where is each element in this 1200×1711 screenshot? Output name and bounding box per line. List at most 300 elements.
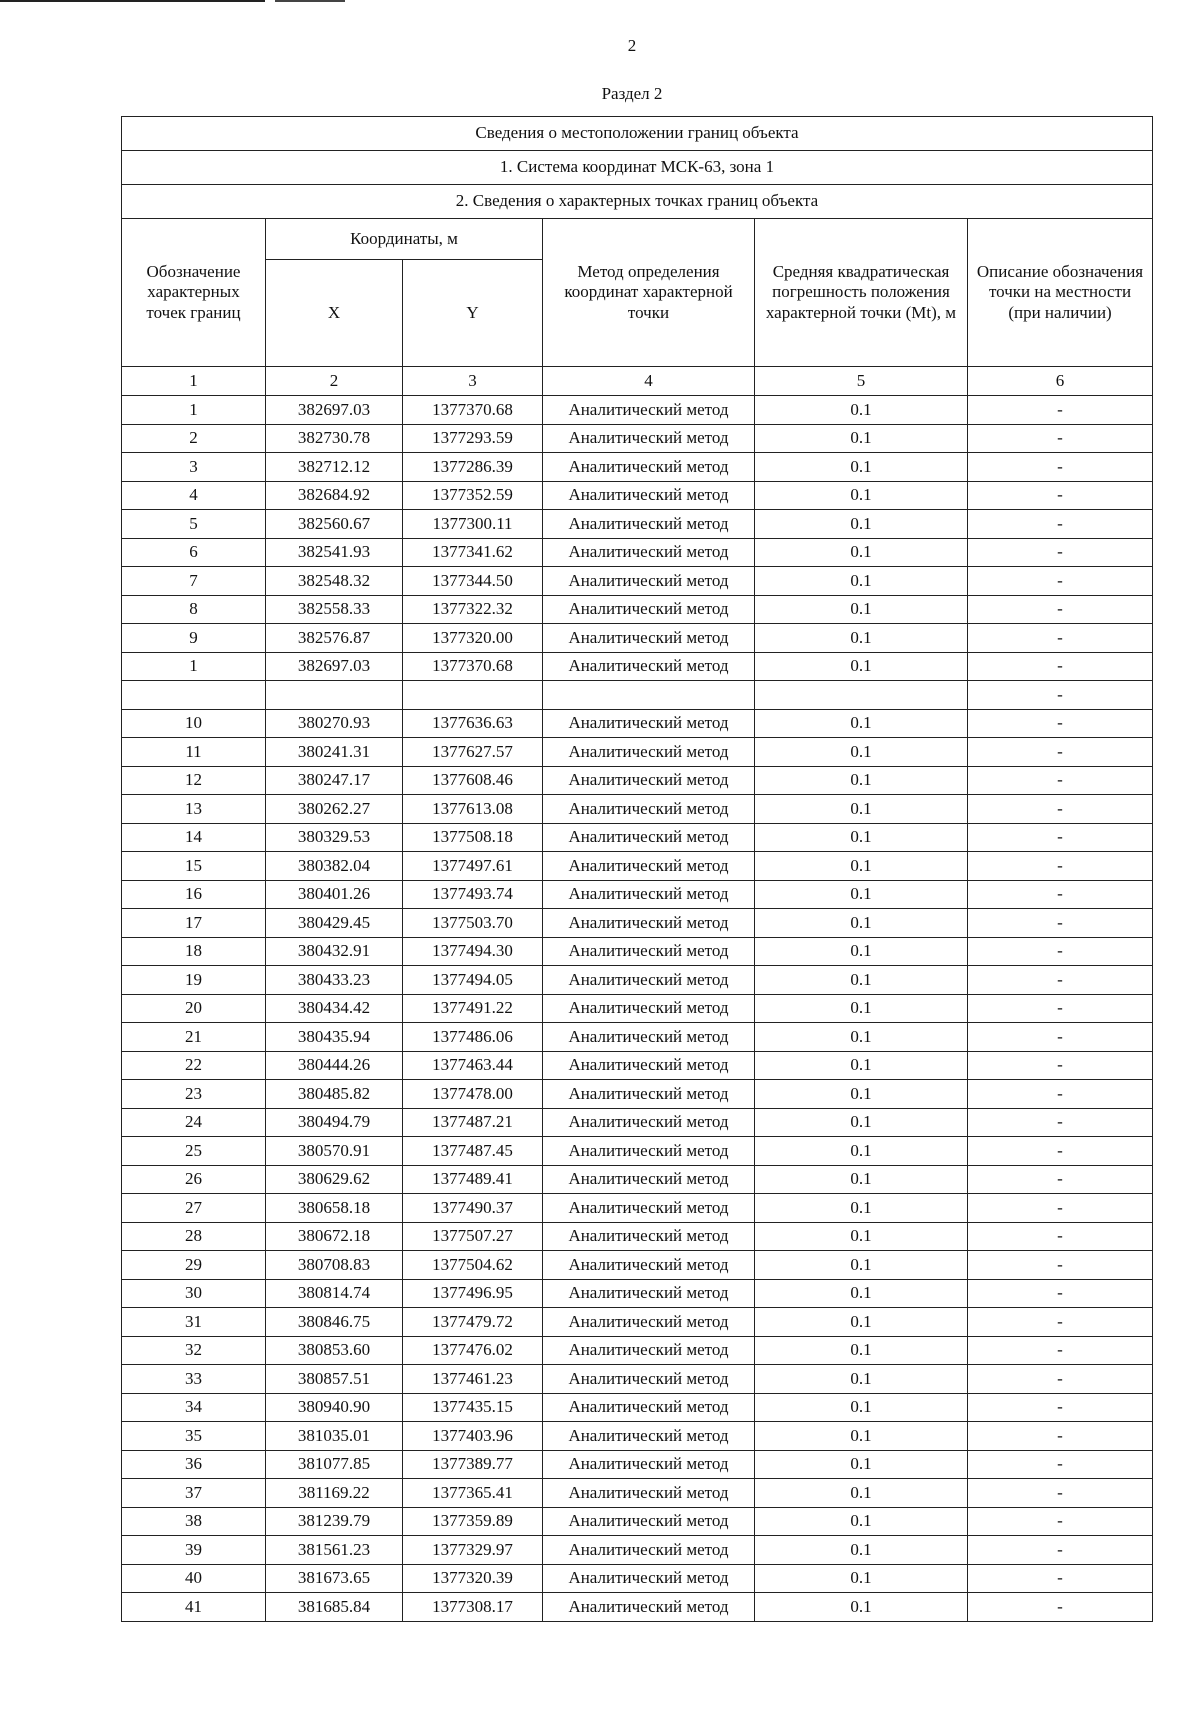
description-cell: - (968, 538, 1153, 567)
y-cell: 1377491.22 (403, 994, 543, 1023)
error-cell (755, 681, 968, 710)
table-row (122, 567, 1153, 596)
error-cell: 0.1 (755, 1108, 968, 1137)
x-cell: 380329.53 (266, 823, 403, 852)
table-row (122, 1222, 1153, 1251)
method-cell: Аналитический метод (543, 709, 755, 738)
y-cell: 1377341.62 (403, 538, 543, 567)
y-cell: 1377463.44 (403, 1051, 543, 1080)
description-cell: - (968, 795, 1153, 824)
y-cell: 1377508.18 (403, 823, 543, 852)
column-number: 4 (543, 367, 755, 396)
x-cell: 381561.23 (266, 1536, 403, 1565)
error-cell: 0.1 (755, 595, 968, 624)
method-cell: Аналитический метод (543, 624, 755, 653)
table-row (122, 994, 1153, 1023)
method-cell: Аналитический метод (543, 481, 755, 510)
x-cell: 380247.17 (266, 766, 403, 795)
point-label-cell: 26 (122, 1165, 266, 1194)
y-cell: 1377490.37 (403, 1194, 543, 1223)
error-cell: 0.1 (755, 1308, 968, 1337)
y-cell: 1377494.30 (403, 937, 543, 966)
table-row (122, 624, 1153, 653)
x-cell: 380262.27 (266, 795, 403, 824)
y-cell: 1377636.63 (403, 709, 543, 738)
method-cell: Аналитический метод (543, 880, 755, 909)
description-cell: - (968, 1536, 1153, 1565)
table-row (122, 766, 1153, 795)
table-row (122, 795, 1153, 824)
column-number: 3 (403, 367, 543, 396)
method-cell: Аналитический метод (543, 909, 755, 938)
y-cell: 1377329.97 (403, 1536, 543, 1565)
point-label-cell: 23 (122, 1080, 266, 1109)
x-cell: 381673.65 (266, 1564, 403, 1593)
method-cell: Аналитический метод (543, 1080, 755, 1109)
section-title: Раздел 2 (601, 84, 663, 103)
table-row (122, 1365, 1153, 1394)
description-cell: - (968, 1393, 1153, 1422)
method-cell: Аналитический метод (543, 1564, 755, 1593)
x-cell: 380432.91 (266, 937, 403, 966)
y-cell: 1377487.21 (403, 1108, 543, 1137)
table-row (122, 396, 1153, 425)
x-cell: 380241.31 (266, 738, 403, 767)
scan-edge-line (275, 0, 345, 2)
y-cell: 1377322.32 (403, 595, 543, 624)
point-label-cell: 40 (122, 1564, 266, 1593)
error-cell: 0.1 (755, 652, 968, 681)
description-cell: - (968, 966, 1153, 995)
header-point-label: Обозначение характерных точек границ (122, 219, 266, 367)
error-cell: 0.1 (755, 567, 968, 596)
page-number: 2 (627, 36, 637, 55)
point-label-cell: 12 (122, 766, 266, 795)
description-cell: - (968, 1279, 1153, 1308)
description-cell: - (968, 1507, 1153, 1536)
y-cell: 1377300.11 (403, 510, 543, 539)
method-cell: Аналитический метод (543, 1365, 755, 1394)
method-cell: Аналитический метод (543, 1479, 755, 1508)
description-cell: - (968, 1564, 1153, 1593)
y-cell: 1377497.61 (403, 852, 543, 881)
table-row (122, 1051, 1153, 1080)
points-section-title: 2. Сведения о характерных точках границ объекта (122, 185, 1153, 219)
x-cell: 380382.04 (266, 852, 403, 881)
x-cell: 380940.90 (266, 1393, 403, 1422)
y-cell: 1377496.95 (403, 1279, 543, 1308)
y-cell: 1377487.45 (403, 1137, 543, 1166)
method-cell: Аналитический метод (543, 1393, 755, 1422)
point-label-cell: 3 (122, 453, 266, 482)
y-cell: 1377493.74 (403, 880, 543, 909)
method-cell: Аналитический метод (543, 1023, 755, 1052)
method-cell: Аналитический метод (543, 510, 755, 539)
method-cell: Аналитический метод (543, 1194, 755, 1223)
table-row (122, 1479, 1153, 1508)
table-row (122, 1165, 1153, 1194)
method-cell: Аналитический метод (543, 424, 755, 453)
description-cell: - (968, 652, 1153, 681)
error-cell: 0.1 (755, 1564, 968, 1593)
x-cell: 382541.93 (266, 538, 403, 567)
description-cell: - (968, 1422, 1153, 1451)
method-cell: Аналитический метод (543, 396, 755, 425)
description-cell: - (968, 1108, 1153, 1137)
method-cell: Аналитический метод (543, 595, 755, 624)
method-cell: Аналитический метод (543, 1422, 755, 1451)
method-cell: Аналитический метод (543, 1308, 755, 1337)
table-title: Сведения о местоположении границ объекта (122, 117, 1153, 151)
point-label-cell: 10 (122, 709, 266, 738)
table-row (122, 1108, 1153, 1137)
x-cell: 382697.03 (266, 652, 403, 681)
point-label-cell: 14 (122, 823, 266, 852)
description-cell: - (968, 453, 1153, 482)
x-cell: 381035.01 (266, 1422, 403, 1451)
point-label-cell: 22 (122, 1051, 266, 1080)
x-cell: 380629.62 (266, 1165, 403, 1194)
scan-edge-line (0, 0, 265, 2)
table-row (122, 510, 1153, 539)
x-cell: 380401.26 (266, 880, 403, 909)
point-label-cell: 6 (122, 538, 266, 567)
table-row (122, 595, 1153, 624)
x-cell: 382712.12 (266, 453, 403, 482)
error-cell: 0.1 (755, 709, 968, 738)
y-cell: 1377608.46 (403, 766, 543, 795)
y-cell: 1377435.15 (403, 1393, 543, 1422)
method-cell: Аналитический метод (543, 1137, 755, 1166)
column-number: 2 (266, 367, 403, 396)
table-row (122, 709, 1153, 738)
error-cell: 0.1 (755, 1137, 968, 1166)
error-cell: 0.1 (755, 481, 968, 510)
error-cell: 0.1 (755, 1336, 968, 1365)
method-cell: Аналитический метод (543, 1450, 755, 1479)
error-cell: 0.1 (755, 1507, 968, 1536)
description-cell: - (968, 1450, 1153, 1479)
table-row (122, 481, 1153, 510)
method-cell: Аналитический метод (543, 453, 755, 482)
table-row (122, 1137, 1153, 1166)
y-cell: 1377627.57 (403, 738, 543, 767)
point-label-cell: 1 (122, 396, 266, 425)
header-y: Y (403, 260, 543, 367)
error-cell: 0.1 (755, 624, 968, 653)
y-cell: 1377494.05 (403, 966, 543, 995)
point-label-cell: 25 (122, 1137, 266, 1166)
x-cell: 380429.45 (266, 909, 403, 938)
point-label-cell: 39 (122, 1536, 266, 1565)
y-cell: 1377507.27 (403, 1222, 543, 1251)
table-row (122, 1422, 1153, 1451)
x-cell: 382730.78 (266, 424, 403, 453)
x-cell: 381077.85 (266, 1450, 403, 1479)
point-label-cell: 17 (122, 909, 266, 938)
table-row (122, 1336, 1153, 1365)
error-cell: 0.1 (755, 1593, 968, 1622)
description-cell: - (968, 1593, 1153, 1622)
table-row (122, 880, 1153, 909)
y-cell: 1377365.41 (403, 1479, 543, 1508)
x-cell (266, 681, 403, 710)
y-cell: 1377486.06 (403, 1023, 543, 1052)
table-row (122, 738, 1153, 767)
x-cell: 380485.82 (266, 1080, 403, 1109)
y-cell: 1377344.50 (403, 567, 543, 596)
point-label-cell: 34 (122, 1393, 266, 1422)
point-label-cell: 13 (122, 795, 266, 824)
method-cell: Аналитический метод (543, 1108, 755, 1137)
error-cell: 0.1 (755, 1279, 968, 1308)
error-cell: 0.1 (755, 1422, 968, 1451)
table-row (122, 852, 1153, 881)
table-row (122, 1251, 1153, 1280)
y-cell: 1377308.17 (403, 1593, 543, 1622)
description-cell: - (968, 1308, 1153, 1337)
description-cell: - (968, 1080, 1153, 1109)
description-cell: - (968, 909, 1153, 938)
point-label-cell: 20 (122, 994, 266, 1023)
description-cell: - (968, 1194, 1153, 1223)
point-label-cell (122, 681, 266, 710)
description-cell: - (968, 994, 1153, 1023)
method-cell: Аналитический метод (543, 966, 755, 995)
point-label-cell: 24 (122, 1108, 266, 1137)
header-method: Метод определения координат характерной точки (543, 219, 755, 367)
y-cell: 1377503.70 (403, 909, 543, 938)
point-label-cell: 30 (122, 1279, 266, 1308)
x-cell: 380570.91 (266, 1137, 403, 1166)
header-x: X (266, 260, 403, 367)
x-cell: 380857.51 (266, 1365, 403, 1394)
error-cell: 0.1 (755, 880, 968, 909)
method-cell: Аналитический метод (543, 994, 755, 1023)
method-cell: Аналитический метод (543, 1165, 755, 1194)
column-number: 1 (122, 367, 266, 396)
y-cell: 1377359.89 (403, 1507, 543, 1536)
point-label-cell: 28 (122, 1222, 266, 1251)
x-cell: 380814.74 (266, 1279, 403, 1308)
description-cell: - (968, 396, 1153, 425)
description-cell: - (968, 1336, 1153, 1365)
point-label-cell: 31 (122, 1308, 266, 1337)
method-cell: Аналитический метод (543, 1279, 755, 1308)
x-cell: 382548.32 (266, 567, 403, 596)
error-cell: 0.1 (755, 538, 968, 567)
error-cell: 0.1 (755, 1023, 968, 1052)
error-cell: 0.1 (755, 909, 968, 938)
column-number: 6 (968, 367, 1153, 396)
error-cell: 0.1 (755, 1393, 968, 1422)
method-cell: Аналитический метод (543, 567, 755, 596)
error-cell: 0.1 (755, 937, 968, 966)
error-cell: 0.1 (755, 994, 968, 1023)
description-cell: - (968, 1479, 1153, 1508)
method-cell: Аналитический метод (543, 823, 755, 852)
description-cell: - (968, 567, 1153, 596)
error-cell: 0.1 (755, 424, 968, 453)
point-label-cell: 37 (122, 1479, 266, 1508)
method-cell: Аналитический метод (543, 766, 755, 795)
point-label-cell: 16 (122, 880, 266, 909)
method-cell: Аналитический метод (543, 1336, 755, 1365)
method-cell: Аналитический метод (543, 795, 755, 824)
x-cell: 380494.79 (266, 1108, 403, 1137)
table-row (122, 1564, 1153, 1593)
table-row (122, 1507, 1153, 1536)
description-cell: - (968, 852, 1153, 881)
x-cell: 381169.22 (266, 1479, 403, 1508)
column-number: 5 (755, 367, 968, 396)
error-cell: 0.1 (755, 510, 968, 539)
description-cell: - (968, 1023, 1153, 1052)
method-cell: Аналитический метод (543, 1251, 755, 1280)
y-cell: 1377479.72 (403, 1308, 543, 1337)
table-row (122, 681, 1153, 710)
error-cell: 0.1 (755, 1194, 968, 1223)
error-cell: 0.1 (755, 396, 968, 425)
x-cell: 380672.18 (266, 1222, 403, 1251)
y-cell: 1377403.96 (403, 1422, 543, 1451)
method-cell: Аналитический метод (543, 937, 755, 966)
point-label-cell: 5 (122, 510, 266, 539)
point-label-cell: 33 (122, 1365, 266, 1394)
description-cell: - (968, 481, 1153, 510)
method-cell: Аналитический метод (543, 652, 755, 681)
table-row (122, 1308, 1153, 1337)
point-label-cell: 41 (122, 1593, 266, 1622)
description-cell: - (968, 1137, 1153, 1166)
error-cell: 0.1 (755, 1080, 968, 1109)
y-cell: 1377370.68 (403, 396, 543, 425)
description-cell: - (968, 1222, 1153, 1251)
table-row (122, 538, 1153, 567)
method-cell: Аналитический метод (543, 1536, 755, 1565)
x-cell: 381685.84 (266, 1593, 403, 1622)
description-cell: - (968, 1251, 1153, 1280)
error-cell: 0.1 (755, 738, 968, 767)
description-cell: - (968, 510, 1153, 539)
boundary-points-table (121, 116, 1153, 1622)
description-cell: - (968, 880, 1153, 909)
coordinate-system: 1. Система координат МСК-63, зона 1 (122, 151, 1153, 185)
description-cell: - (968, 595, 1153, 624)
x-cell: 381239.79 (266, 1507, 403, 1536)
table-row (122, 1279, 1153, 1308)
table-row (122, 1023, 1153, 1052)
x-cell: 380434.42 (266, 994, 403, 1023)
description-cell: - (968, 1051, 1153, 1080)
header-error: Средняя квадратическая погрешность положения характерной точки (Mt), м (755, 219, 968, 367)
description-cell: - (968, 424, 1153, 453)
point-label-cell: 29 (122, 1251, 266, 1280)
description-cell: - (968, 766, 1153, 795)
point-label-cell: 15 (122, 852, 266, 881)
error-cell: 0.1 (755, 1222, 968, 1251)
error-cell: 0.1 (755, 795, 968, 824)
table-row (122, 424, 1153, 453)
description-cell: - (968, 937, 1153, 966)
point-label-cell: 36 (122, 1450, 266, 1479)
x-cell: 382576.87 (266, 624, 403, 653)
error-cell: 0.1 (755, 1479, 968, 1508)
x-cell: 380708.83 (266, 1251, 403, 1280)
x-cell: 380435.94 (266, 1023, 403, 1052)
y-cell: 1377320.39 (403, 1564, 543, 1593)
point-label-cell: 2 (122, 424, 266, 453)
header-description: Описание обозначения точки на местности (при наличии) (968, 219, 1153, 367)
description-cell: - (968, 1365, 1153, 1394)
table-row (122, 909, 1153, 938)
error-cell: 0.1 (755, 966, 968, 995)
method-cell: Аналитический метод (543, 738, 755, 767)
error-cell: 0.1 (755, 1365, 968, 1394)
x-cell: 382684.92 (266, 481, 403, 510)
y-cell: 1377352.59 (403, 481, 543, 510)
point-label-cell: 19 (122, 966, 266, 995)
description-cell: - (968, 624, 1153, 653)
y-cell (403, 681, 543, 710)
y-cell: 1377286.39 (403, 453, 543, 482)
x-cell: 380433.23 (266, 966, 403, 995)
table-row (122, 1194, 1153, 1223)
y-cell: 1377613.08 (403, 795, 543, 824)
y-cell: 1377389.77 (403, 1450, 543, 1479)
method-cell: Аналитический метод (543, 1593, 755, 1622)
error-cell: 0.1 (755, 453, 968, 482)
description-cell: - (968, 709, 1153, 738)
x-cell: 382558.33 (266, 595, 403, 624)
point-label-cell: 18 (122, 937, 266, 966)
error-cell: 0.1 (755, 1536, 968, 1565)
x-cell: 380853.60 (266, 1336, 403, 1365)
error-cell: 0.1 (755, 1450, 968, 1479)
table-row (122, 1393, 1153, 1422)
point-label-cell: 11 (122, 738, 266, 767)
header-coordinates: Координаты, м (266, 219, 543, 260)
x-cell: 380444.26 (266, 1051, 403, 1080)
method-cell: Аналитический метод (543, 1222, 755, 1251)
x-cell: 380846.75 (266, 1308, 403, 1337)
y-cell: 1377293.59 (403, 424, 543, 453)
table-row (122, 1450, 1153, 1479)
table-row (122, 1593, 1153, 1622)
method-cell: Аналитический метод (543, 852, 755, 881)
error-cell: 0.1 (755, 1251, 968, 1280)
y-cell: 1377504.62 (403, 1251, 543, 1280)
y-cell: 1377320.00 (403, 624, 543, 653)
point-label-cell: 27 (122, 1194, 266, 1223)
point-label-cell: 32 (122, 1336, 266, 1365)
error-cell: 0.1 (755, 852, 968, 881)
point-label-cell: 8 (122, 595, 266, 624)
x-cell: 380658.18 (266, 1194, 403, 1223)
method-cell: Аналитический метод (543, 1507, 755, 1536)
table-row (122, 453, 1153, 482)
description-cell: - (968, 681, 1153, 710)
point-label-cell: 9 (122, 624, 266, 653)
table-row (122, 1536, 1153, 1565)
point-label-cell: 35 (122, 1422, 266, 1451)
y-cell: 1377476.02 (403, 1336, 543, 1365)
error-cell: 0.1 (755, 766, 968, 795)
description-cell: - (968, 823, 1153, 852)
description-cell: - (968, 738, 1153, 767)
table-row (122, 1080, 1153, 1109)
description-cell: - (968, 1165, 1153, 1194)
